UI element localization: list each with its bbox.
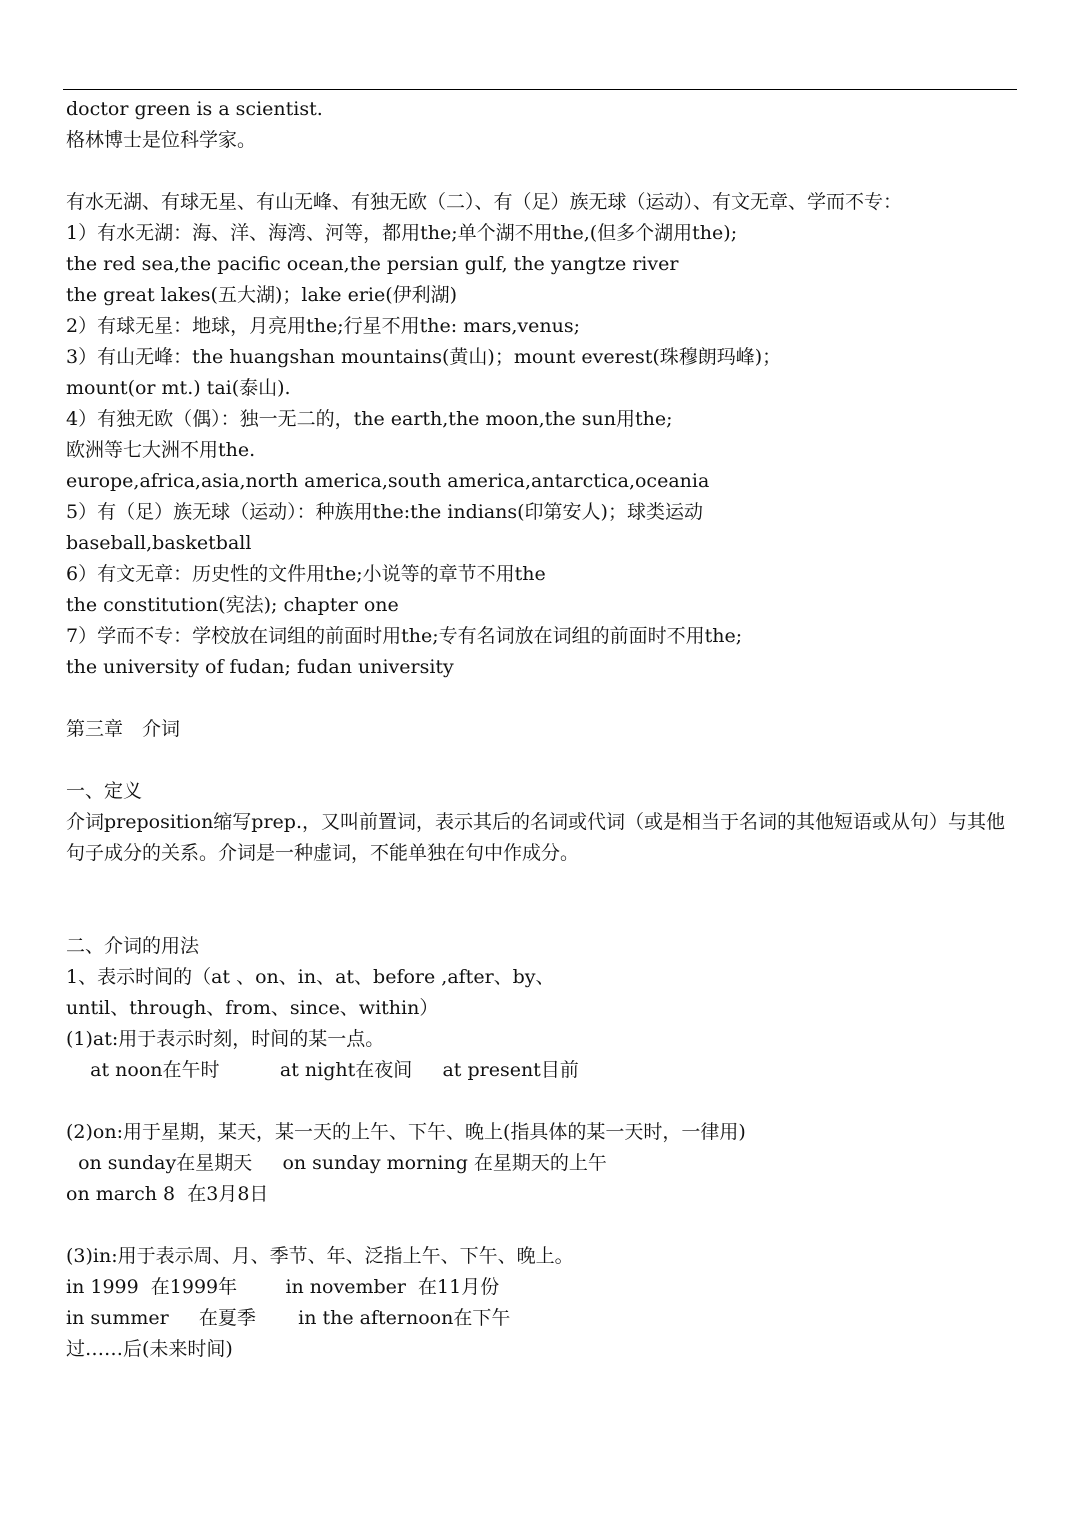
text-line: 5）有（足）族无球（运动）：种族用the:the indians(印第安人)；球类运动 (66, 501, 703, 523)
paragraph-rules-summary: 有水无湖、有球无星、有山无峰、有独无欧（二）、有（足）族无球（运动）、有文无章、学而不专： (66, 191, 903, 213)
section-heading-definition: 一、定义 (66, 780, 143, 802)
example-line: on march 8 在3月8日 (66, 1183, 269, 1205)
example-line: at noon在午时 at night在夜间 at present目前 (66, 1059, 579, 1081)
text-line: (3)in:用于表示周、月、季节、年、泛指上午、下午、晚上。 (66, 1245, 574, 1267)
text-line: the university of fudan; fudan university (66, 656, 454, 678)
text-line: 1）有水无湖：海、洋、海湾、河等，都用the;单个湖不用the,(但多个湖用the); (66, 222, 738, 244)
header-rule (63, 89, 1017, 90)
blank-line (66, 156, 1016, 187)
text-line: the red sea,the pacific ocean,the persian gulf, the yangtze river (66, 253, 679, 275)
blank-line (66, 683, 1016, 714)
text-line: 7）学而不专：学校放在词组的前面时用the;专有名词放在词组的前面时不用the; (66, 625, 743, 647)
text-line: doctor green is a scientist. (66, 98, 323, 120)
text-line: (2)on:用于星期，某天，某一天的上午、下午、晚上(指具体的某一天时，一律用) (66, 1121, 746, 1143)
text-line: 4）有独无欧（偶）：独一无二的，the earth,the moon,the sun用the; (66, 408, 673, 430)
chapter-heading: 第三章 介词 (66, 718, 181, 740)
text-line: 6）有文无章：历史性的文件用the;小说等的章节不用the (66, 563, 546, 585)
text-line: baseball,basketball (66, 532, 252, 554)
text-line: 3）有山无峰：the huangshan mountains(黄山)；mount everest(珠穆朗玛峰)； (66, 346, 782, 368)
document-body (66, 94, 1016, 1365)
blank-line (66, 1210, 1016, 1241)
text-line: mount(or mt.) tai(泰山). (66, 377, 291, 399)
blank-line (66, 1086, 1016, 1117)
section-heading-usage: 二、介词的用法 (66, 935, 200, 957)
text-line: 过……后(未来时间) (66, 1338, 233, 1360)
text-line: until、through、from、since、within） (66, 997, 439, 1019)
text-line: 格林博士是位科学家。 (66, 129, 257, 151)
blank-line (66, 900, 1016, 931)
example-line: in 1999 在1999年 in november 在11月份 (66, 1276, 500, 1298)
text-line: 欧洲等七大洲不用the. (66, 439, 256, 461)
text-line: 2）有球无星：地球，月亮用the;行星不用the: mars,venus; (66, 315, 580, 337)
text-line: europe,africa,asia,north america,south america,antarctica,oceania (66, 470, 710, 492)
text-line: the great lakes(五大湖)；lake erie(伊利湖) (66, 284, 458, 306)
example-line: in summer 在夏季 in the afternoon在下午 (66, 1307, 511, 1329)
text-line: 1、表示时间的（at 、on、in、at、before ,after、by、 (66, 966, 555, 988)
paragraph-definition: 介词preposition缩写prep.，又叫前置词，表示其后的名词或代词（或是相当于名词的其他短语或从句）与其他句子成分的关系。介词是一种虚词，不能单独在句中作成分。 (66, 811, 1005, 864)
blank-line (66, 745, 1016, 776)
example-line: on sunday在星期天 on sunday morning 在星期天的上午 (66, 1152, 607, 1174)
text-line: the constitution(宪法); chapter one (66, 594, 399, 616)
text-line: (1)at:用于表示时刻，时间的某一点。 (66, 1028, 385, 1050)
blank-line (66, 869, 1016, 900)
